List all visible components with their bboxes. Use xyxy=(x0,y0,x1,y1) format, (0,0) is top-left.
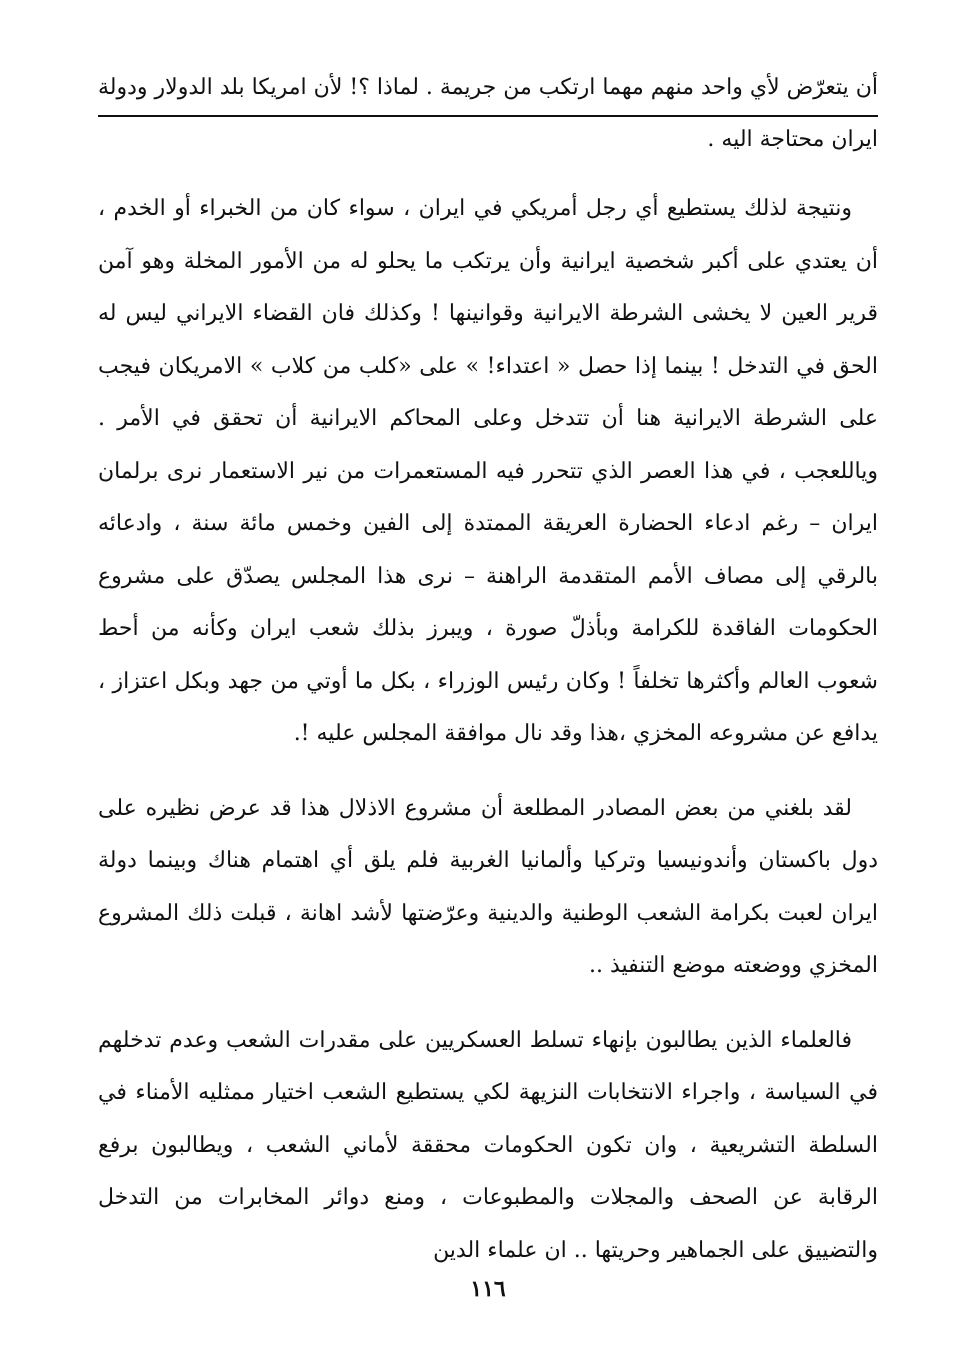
paragraph-1: ونتيجة لذلك يستطيع أي رجل أمريكي في ايران ، سواء كان من الخبراء أو الخدم ، أن يعتدي على أكبر شخصية ايرانية وأن يرتكب ما يحلو له من الأمور المخلة وهو آمن قرير العين لا يخشى الشرطة الايرانية وقوانينها ! وكذلك فان القضاء الايراني ليس له الحق في التدخل ! بينما إذا حصل « اعتداء! » على «كلب من كلاب » الامريكان فيجب على الشرطة الايرانية هنا أن تتدخل وعلى المحاكم الايرانية أن تحقق في الأمر . وياللعجب ، في هذا العصر الذي تتحرر فيه المستعمرات من نير الاستعمار نرى برلمان ايران – رغم ادعاء الحضارة العريقة الممتدة إلى الفين وخمس مائة سنة ، وادعائه بالرقي إلى مصاف الأمم المتقدمة الراهنة – نرى هذا المجلس يصدّق على مشروع الحكومات الفاقدة للكرامة وبأذلّ صورة ، ويبرز بذلك شعب ايران وكأنه من أحط شعوب العالم وأكثرها تخلفاً ! وكان رئيس الوزراء ، بكل ما أوتي من جهد وبكل اعتزاز ، يدافع عن مشروعه المخزي ،هذا وقد نال موافقة المجلس عليه !. xyxy=(98,196,878,746)
page-number: ١١٦ xyxy=(470,1276,506,1302)
paragraph-2: لقد بلغني من بعض المصادر المطلعة أن مشروع الاذلال هذا قد عرض نظيره على دول باكستان وأندونيسيا وتركيا وألمانيا الغربية فلم يلق أي اهتمام هناك وبينما دولة ايران لعبت بكرامة الشعب الوطنية والدينية وعرّضتها لأشد اهانة ، قبلت ذلك المشروع المخزي ووضعته موضع التنفيذ .. xyxy=(98,795,878,978)
footnote-separator-rule xyxy=(98,115,878,117)
body-text xyxy=(98,183,878,1277)
top-footnote: أن يتعرّض لأي واحد منهم مهما ارتكب من جريمة . لماذا ؟! لأن امريكا بلد الدولار ودولة ايران محتاجة اليه . xyxy=(98,75,878,152)
paragraph-3: فالعلماء الذين يطالبون بإنهاء تسلط العسكريين على مقدرات الشعب وعدم تدخلهم في السياسة ، واجراء الانتخابات النزيهة لكي يستطيع الشعب اختيار ممثليه الأمناء في السلطة التشريعية ، وان تكون الحكومات محققة لأماني الشعب ، ويطالبون برفع الرقابة عن الصحف والمجلات والمطبوعات ، ومنع دوائر المخابرات من التدخل والتضييق على الجماهير وحريتها .. ان علماء الدين xyxy=(98,1027,878,1263)
